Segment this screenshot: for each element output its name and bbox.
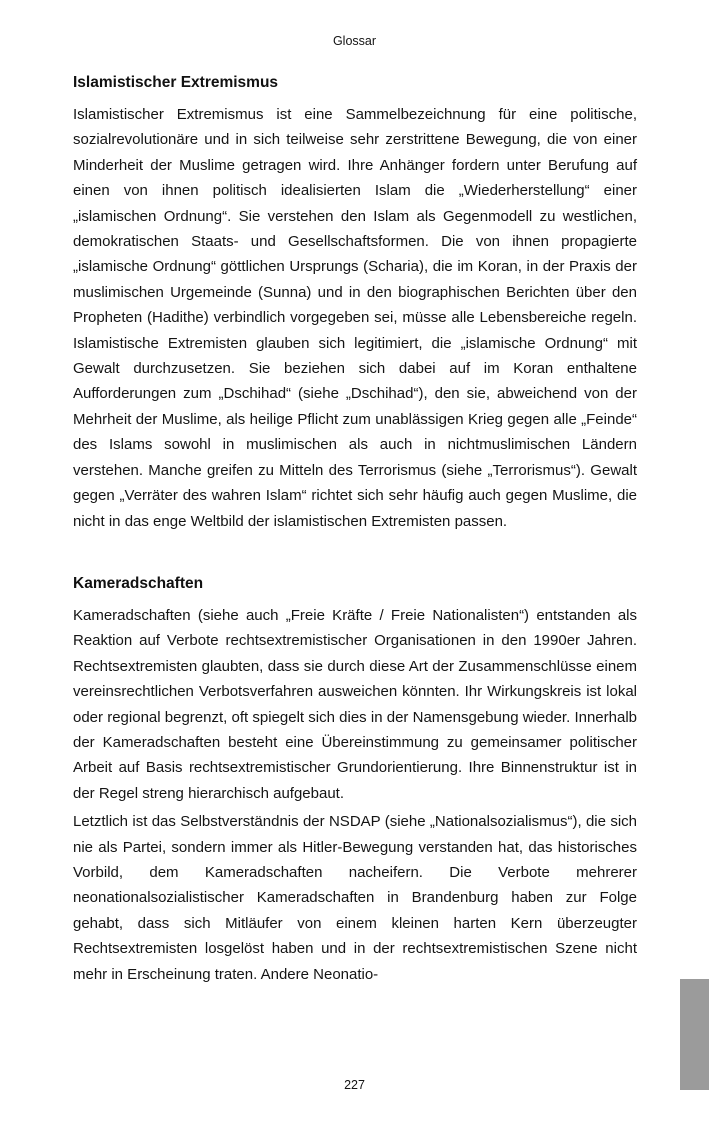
- page-content: [73, 72, 637, 990]
- thumb-index-tab: [680, 979, 709, 1090]
- entry-paragraph: Islamistischer Extremismus ist eine Sammelbezeichnung für eine politische, sozialrevolutionäre und in sich teilweise sehr zerstrittene Bewegung, die von einer Minderheit der Muslime getragen wird. Ihre Anhänger fordern unter Berufung auf einen von ihnen politisch idealisierten Islam die „Wiederherstellung“ einer „islamischen Ordnung“. Sie verstehen den Islam als Gegenmodell zu westlichen, demokratischen Staats- und Gesellschaftsformen. Die von ihnen propagierte „islamische Ordnung“ göttlichen Ursprungs (Scharia), die im Koran, in der Praxis der muslimischen Urgemeinde (Sunna) und in den biographischen Berichten über den Propheten (Hadithe) verbindlich vorgegeben sei, müsse alle Lebensbereiche regeln. Islamistische Extremisten glauben sich legitimiert, die „islamische Ordnung“ mit Gewalt durchzusetzen. Sie beziehen sich dabei auf im Koran enthaltene Aufforderungen zum „Dschihad“ (siehe „Dschihad“), den sie, abweichend von der Mehrheit der Muslime, als heilige Pflicht zum unablässigen Krieg gegen alle „Feinde“ des Islams sowohl in muslimischen als auch in nichtmuslimischen Ländern verstehen. Manche greifen zu Mitteln des Terrorismus (siehe „Terrorismus“). Gewalt gegen „Verräter des wahren Islam“ richtet sich sehr häufig auch gegen Muslime, die nicht in das enge Weltbild der islamistischen Extremisten passen.: [73, 106, 637, 530]
- entry-paragraph: Letztlich ist das Selbstverständnis der NSDAP (siehe „Nationalsozialismus“), die sich nie als Partei, sondern immer als Hitler-Bewegung verstanden hat, das historisches Vorbild, dem Kameradschaften nacheifern. Die Verbote mehrerer neonationalsozialistischer Kameradschaften in Brandenburg haben zur Folge gehabt, dass sich Mitläufer von einem kleinen harten Kern überzeugter Rechtsextremisten losgelöst haben und in der rechtsextremistischen Szene nicht mehr in Erscheinung traten. Andere Neonatio-: [73, 813, 637, 983]
- entry-heading: Islamistischer Extremismus: [73, 74, 279, 91]
- glossary-entry-kameradschaften: [73, 573, 637, 987]
- entry-paragraph: Kameradschaften (siehe auch „Freie Kräfte / Freie Nationalisten“) entstanden als Reaktion auf Verbote rechtsextremistischer Organisationen in den 1990er Jahren. Rechtsextremisten glaubten, dass sie durch diese Art der Zusammenschlüsse einem vereinsrechtlichen Verbotsverfahren ausweichen könnten. Ihr Wirkungskreis ist lokal oder regional begrenzt, oft spiegelt sich dies in der Namensgebung wieder. Innerhalb der Kameradschaften besteht eine Übereinstimmung zu gemeinsamer politischer Arbeit auf Basis rechtsextremistischer Grundorientierung. Ihre Binnenstruktur ist in der Regel streng hierarchisch aufgebaut.: [73, 606, 637, 802]
- entry-heading: Kameradschaften: [73, 574, 204, 592]
- page-number: 227: [344, 1078, 365, 1092]
- glossary-entry-islamistischer-extremismus: [73, 72, 637, 534]
- running-header: Glossar: [332, 34, 377, 48]
- section-spacer: [73, 537, 637, 573]
